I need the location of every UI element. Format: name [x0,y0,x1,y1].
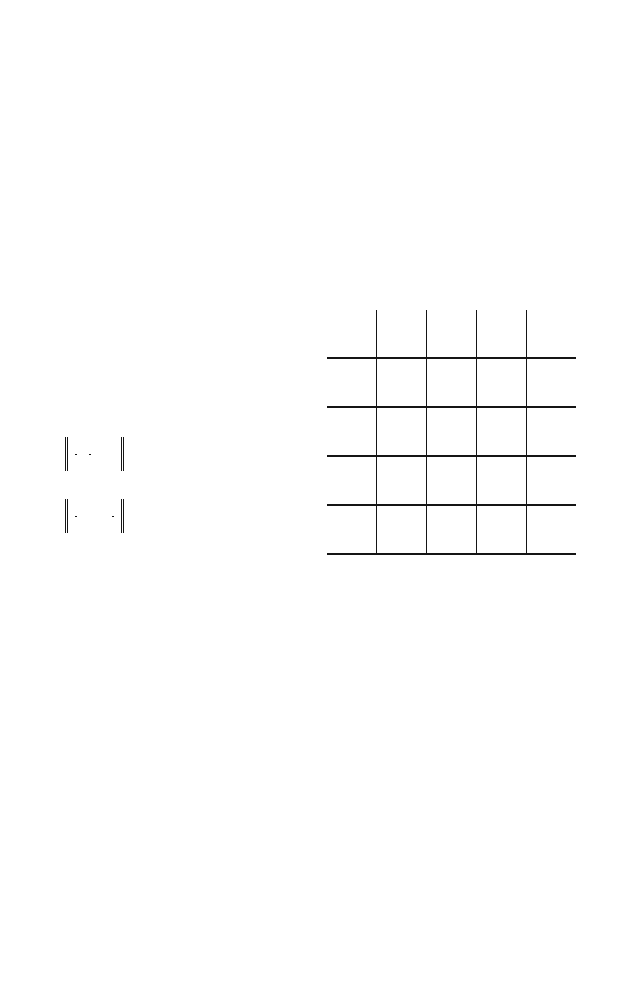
matrix-cell [427,407,477,456]
matrix-cell [377,407,427,456]
matrix-cell [527,407,577,456]
fraction [89,454,91,455]
matrix-row-header [327,358,377,407]
matrix-cell [477,407,527,456]
matrix-cell [377,505,427,554]
fraction [112,516,114,517]
payoff-matrix [327,310,576,555]
fraction [75,516,77,517]
matrix-cell [377,456,427,505]
matrix-cell [477,456,527,505]
matrix-cell [477,505,527,554]
matrix-cell [427,456,477,505]
matrix-col-header [377,310,427,358]
matrix-cell [477,358,527,407]
matrix-cell [427,505,477,554]
matrix-corner [327,310,377,358]
matrix-cell [527,456,577,505]
matrix-row-header [327,407,377,456]
matrix-col-header [527,310,577,358]
matrix-col-header [427,310,477,358]
strategy-vector [65,499,124,533]
matrix-cell [427,358,477,407]
matrix-cell [527,358,577,407]
formula-line [65,498,303,532]
matrix-cell [527,505,577,554]
formula-line [65,436,303,470]
fraction [75,454,77,455]
matrix-row-header [327,505,377,554]
strategy-vector [65,437,124,471]
matrix-row-header [327,456,377,505]
matrix-cell [377,358,427,407]
matrix-col-header [477,310,527,358]
